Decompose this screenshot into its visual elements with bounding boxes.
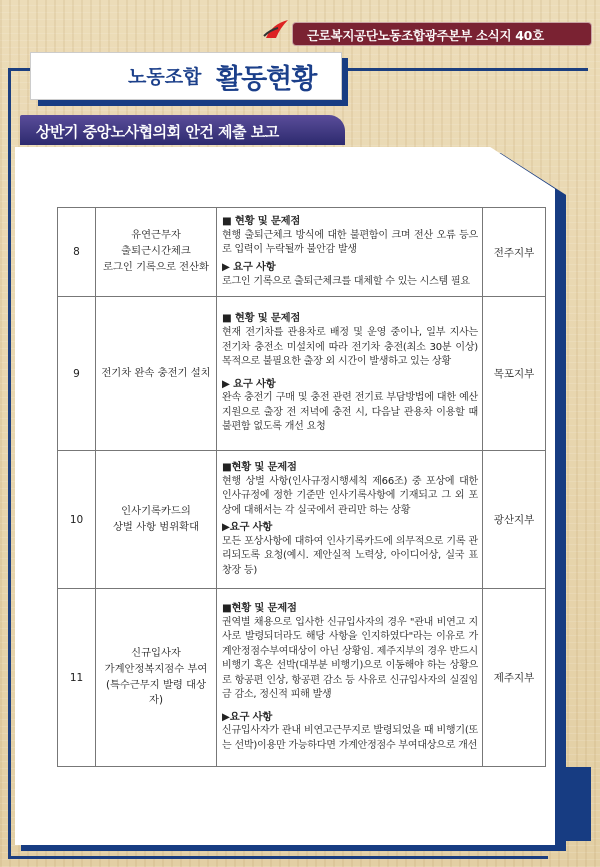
frame-line-left (8, 68, 11, 858)
item-line: 인사기록카드의 (121, 504, 191, 517)
row-number: 10 (58, 451, 96, 589)
request-heading: ▶요구 사항 (222, 710, 273, 723)
branch-name: 광산지부 (483, 451, 546, 589)
request-text: 신규입사자가 관내 비연고근무지로 발령되었을 때 비행기(또는 선박)이용만 가능하다면 가계안정점수 부여대상으로 개선 (222, 725, 478, 751)
table-row (58, 451, 546, 589)
banner-activity-title: 활동현황 (216, 64, 317, 95)
row-number: 9 (58, 297, 96, 451)
branch-name: 제주지부 (483, 589, 546, 767)
request-heading: ▶ 요구 사항 (222, 377, 276, 390)
frame-line-bottom (8, 856, 548, 859)
branch-name: 목포지부 (483, 297, 546, 451)
issue-text: 권역별 채용으로 입사한 신규입사자의 경우 "관내 비연고 지사로 발령되더라도 해당 사항을 인지하였다"라는 이유로 가계안정점수부여대상이 아닌 상황임. 제주지부의 경우 반드시 비행기 혹은 선박(대부분 비행기)으로 이동해야 하는 상황으로 항공편 인상, 항공편 감소 등 사유로 신규입사자의 실질임금 감소, 정신적 피해 발생 (222, 616, 478, 700)
branch-name: 전주지부 (483, 208, 546, 297)
issue-text: 현행 상벌 사항(인사규정시행세칙 제66조) 중 포상에 대한 인사규정에 정한 기준만 인사기록사항에 기재되고 그 외 포상에 대해서는 각 실국에서 관리만 하는 상황 (222, 475, 478, 516)
agenda-details (217, 208, 483, 297)
agenda-details (217, 589, 483, 767)
table-row (58, 208, 546, 297)
issue-heading: ■현황 및 문제점 (222, 601, 297, 614)
publication-header (292, 22, 592, 46)
agenda-item (96, 208, 217, 297)
item-line: 유연근무자 (131, 229, 181, 242)
table-row (58, 297, 546, 451)
item-line: 출퇴근시간체크 (121, 245, 191, 258)
item-line: 신규입사자 (131, 646, 181, 659)
union-logo-icon (262, 16, 292, 42)
item-line: 가계안정복지점수 부여 (104, 662, 208, 675)
request-heading: ▶요구 사항 (222, 521, 273, 533)
subheading-bar (20, 115, 345, 145)
request-text: 모든 포상사항에 대하여 인사기록카드에 의무적으로 기록 관리되도록 요청(예시. 제안실적 노력상, 아이디어상, 실국 표창장 등) (222, 535, 478, 576)
agenda-table (57, 207, 546, 767)
item-line: 상벌 사항 범위확대 (112, 520, 200, 533)
issue-text: 현재 전기차를 관용차로 배정 및 운영 중이나, 일부 지사는 전기차 충전소 미설치에 따라 전기차 충전(최소 30분 이상) 목적으로 불필요한 출장 외 시간이 발생하고 있는 상황 (222, 327, 478, 367)
agenda-item (96, 451, 217, 589)
item-line: 로그인 기록으로 전산화 (102, 260, 209, 273)
table-row (58, 589, 546, 767)
item-line: 전기차 완속 충전기 설치 (101, 366, 211, 379)
section-banner (30, 52, 342, 100)
publication-title: 근로복지공단노동조합광주본부 소식지 40호 (307, 28, 544, 43)
agenda-details (217, 297, 483, 451)
issue-heading: ■현황 및 문제점 (222, 460, 297, 473)
banner-union-label: 노동조합 (128, 66, 202, 88)
subheading-title: 상반기 중앙노사협의회 안건 제출 보고 (36, 123, 279, 141)
request-text: 완속 충전기 구매 및 충전 관련 전기료 부담방법에 대한 예산지원으로 출장 전 저녁에 충전 시, 다음날 관용차 이용할 때 불편함 없도록 개선 요청 (222, 392, 478, 433)
issue-heading: ■ 현황 및 문제점 (222, 312, 301, 325)
row-number: 8 (58, 208, 96, 297)
request-heading: ▶ 요구 사항 (222, 260, 276, 273)
agenda-item (96, 297, 217, 451)
agenda-details (217, 451, 483, 589)
agenda-item (96, 589, 217, 767)
item-line: (특수근무지 발령 대상자) (105, 678, 207, 707)
issue-heading: ■ 현황 및 문제점 (222, 214, 301, 227)
request-text: 로그인 기록으로 출퇴근체크를 대체할 수 있는 시스템 필요 (222, 275, 470, 287)
issue-text: 현행 출퇴근체크 방식에 대한 불편함이 크며 전산 오류 등으로 입력이 누락될까 불안감 발생 (222, 229, 478, 256)
row-number: 11 (58, 589, 96, 767)
